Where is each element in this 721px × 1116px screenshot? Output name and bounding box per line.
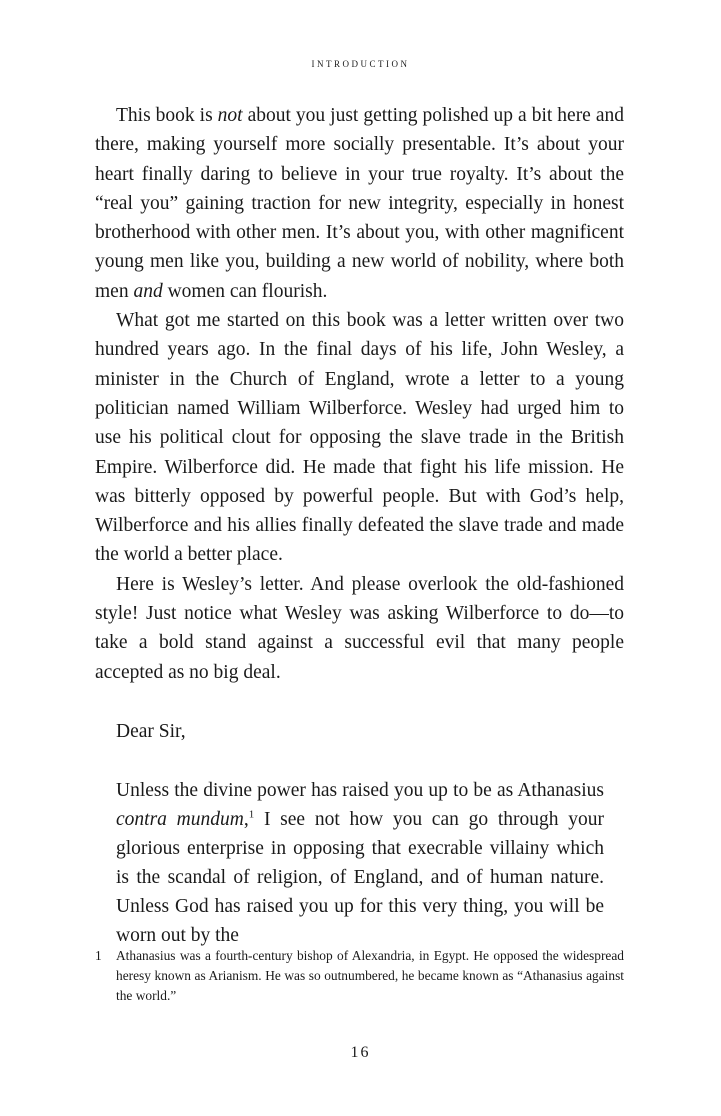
letter-body	[116, 776, 604, 950]
emphasis-and: and	[133, 280, 163, 302]
paragraph-1	[95, 101, 624, 306]
footnote-number: 1	[95, 948, 102, 963]
paragraph-1-part-b: about you just getting polished up a bit here and there, making yourself more socially presentable. It’s about your heart finally daring to believe in your true royalty. It’s about the “real you” gaining traction for new integrity, especially in honest brotherhood with other men. It’s about you, with other magnificent young men like you, building a new world of nobility, where both men	[95, 105, 624, 302]
emphasis-contra-mundum: contra mundum	[116, 809, 244, 830]
emphasis-not: not	[217, 105, 243, 126]
main-text	[95, 101, 624, 687]
footnote-reference[interactable]: 1	[248, 808, 255, 821]
footnote-text: Athanasius was a fourth-century bishop of Alexandria, in Egypt. He opposed the widespread heresy known as Arianism. He was so outnumbered, he became known as “Athanasius against the world.”	[116, 948, 624, 1003]
footnote	[95, 946, 624, 1006]
letter-body-comma: ,	[243, 809, 249, 830]
paragraph-2: What got me started on this book was a letter written over two hundred years ago. In the final days of his life, John Wesley, a minister in the Church of England, wrote a letter to a young politician named William Wilberforce. Wesley had urged him to use his political clout for opposing the slave trade in the British Empire. Wilberforce did. He made that fight his life mission. He was bitterly opposed by powerful people. But with God’s help, Wilberforce and his allies finally defeated the slave trade and made the world a better place.	[95, 310, 624, 566]
page-number: 16	[350, 1044, 371, 1061]
paragraph-1-part-c: women can flourish.	[162, 280, 328, 302]
letter-body-part-a: Unless the divine power has raised you up to be as Athanasius	[116, 780, 604, 801]
paragraph-1-part-a: This book is	[116, 105, 218, 126]
letter-body-part-c: I see not how you can go through your glorious enterprise in opposing that execrable villainy which is the scandal of religion, of England, and of human nature. Unless God has raised you up for this very thing, you will be worn out by the	[116, 809, 605, 946]
letter-salutation: Dear Sir,	[116, 721, 186, 742]
paragraph-3: Here is Wesley’s letter. And please overlook the old-fashioned style! Just notice what Wesley was asking Wilberforce to do—to take a bold stand against a successful evil that many people accepted as no big deal.	[95, 573, 624, 683]
running-head: introduction	[311, 55, 410, 70]
